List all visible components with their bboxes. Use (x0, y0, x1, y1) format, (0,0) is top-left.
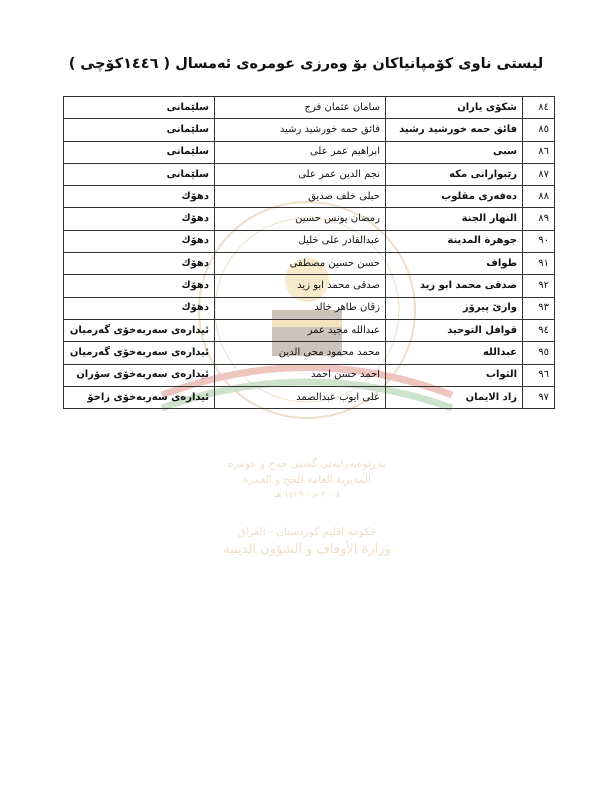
region-name: دهۆك (64, 230, 215, 252)
row-number: ٩٠ (523, 230, 555, 252)
table-row (64, 119, 555, 141)
region-name: سلێمانی (64, 141, 215, 163)
seal-text-government: حكومة اقليم كوردستان - العراق (237, 526, 377, 538)
region-name: دهۆك (64, 186, 215, 208)
row-number: ٨٨ (523, 186, 555, 208)
row-number: ٩٣ (523, 297, 555, 319)
region-name: دهۆك (64, 208, 215, 230)
row-number: ٩٧ (523, 386, 555, 408)
region-name: دهۆك (64, 253, 215, 275)
table-row (64, 386, 555, 408)
company-name: عبدالله (386, 342, 523, 364)
manager-name: علی ایوب عبدالصمد (215, 386, 386, 408)
row-number: ٨٧ (523, 163, 555, 185)
region-name: سلێمانی (64, 119, 215, 141)
table-row (64, 297, 555, 319)
company-name: رێبوارانی مكه (386, 163, 523, 185)
seal-text-arabic: المديرية العامة للحج و العمرة (243, 474, 371, 486)
seal-text-ministry: وزارة الأوقاف و الشؤون الدينية (223, 542, 391, 557)
manager-name: ابراهیم عمر علی (215, 141, 386, 163)
company-name: جوهرة المدینة (386, 230, 523, 252)
region-name: ئیدارەی سەربەخۆی زاخۆ (64, 386, 215, 408)
manager-name: حبلی خلف صدیق (215, 186, 386, 208)
manager-name: عبدالله مجید عمر (215, 319, 386, 341)
manager-name: رمضان یونس حسین (215, 208, 386, 230)
company-name: النهار الجنة (386, 208, 523, 230)
company-name: وارێ پیرۆز (386, 297, 523, 319)
company-name: سبی (386, 141, 523, 163)
table-row (64, 275, 555, 297)
table-row (64, 208, 555, 230)
table-row (64, 97, 555, 119)
manager-name: حسن حسین مصطفی (215, 253, 386, 275)
company-name: شكۆی یاران (386, 97, 523, 119)
manager-name: زڤان طاهر خالد (215, 297, 386, 319)
row-number: ٨٦ (523, 141, 555, 163)
company-name: صدقی محمد ابو زید (386, 275, 523, 297)
seal-text-kurdish: بەڕێوەبەرایەتی گشتی حەج و عومرە (228, 458, 386, 470)
region-name: دهۆك (64, 297, 215, 319)
manager-name: فائق حمه خورشید رشید (215, 119, 386, 141)
row-number: ٩٢ (523, 275, 555, 297)
table-row (64, 230, 555, 252)
row-number: ٨٩ (523, 208, 555, 230)
row-number: ٩٦ (523, 364, 555, 386)
company-name: دەفەری مقلوب (386, 186, 523, 208)
region-name: دهۆك (64, 275, 215, 297)
row-number: ٩٤ (523, 319, 555, 341)
document-title: ليستى ناوى كۆمپانياكان بۆ وەرزى عومرەى ئەمسال ( ١٤٤٦كۆچى ) (68, 56, 544, 72)
region-name: ئیدارەی سەربەخۆی سۆران (64, 364, 215, 386)
manager-name: محمد محمود محی الدین (215, 342, 386, 364)
table-row (64, 253, 555, 275)
table-row (64, 364, 555, 386)
manager-name: سامان عثمان فرج (215, 97, 386, 119)
manager-name: نجم الدین عمر علی (215, 163, 386, 185)
table-row (64, 319, 555, 341)
table-row (64, 186, 555, 208)
table-row (64, 141, 555, 163)
region-name: سلێمانی (64, 163, 215, 185)
table-row (64, 163, 555, 185)
seal-text-date: ٢٠٠٨ م - ١٤٢٩ هـ (273, 490, 341, 500)
region-name: ئیدارەی سەربەخۆی گەرمیان (64, 342, 215, 364)
manager-name: عبدالقادر علی خلیل (215, 230, 386, 252)
region-name: سلێمانی (64, 97, 215, 119)
company-name: فائق حمه خورشید رشید (386, 119, 523, 141)
row-number: ٨٤ (523, 97, 555, 119)
company-name: زاد الایمان (386, 386, 523, 408)
companies-table (63, 96, 555, 409)
company-name: قوافل التوحید (386, 319, 523, 341)
region-name: ئیدارەی سەربەخۆی گەرمیان (64, 319, 215, 341)
manager-name: صدقی محمد ابو زید (215, 275, 386, 297)
row-number: ٩٥ (523, 342, 555, 364)
manager-name: احمد حسن احمد (215, 364, 386, 386)
row-number: ٩١ (523, 253, 555, 275)
company-name: الثواب (386, 364, 523, 386)
row-number: ٨٥ (523, 119, 555, 141)
table-row (64, 342, 555, 364)
company-name: طواف (386, 253, 523, 275)
